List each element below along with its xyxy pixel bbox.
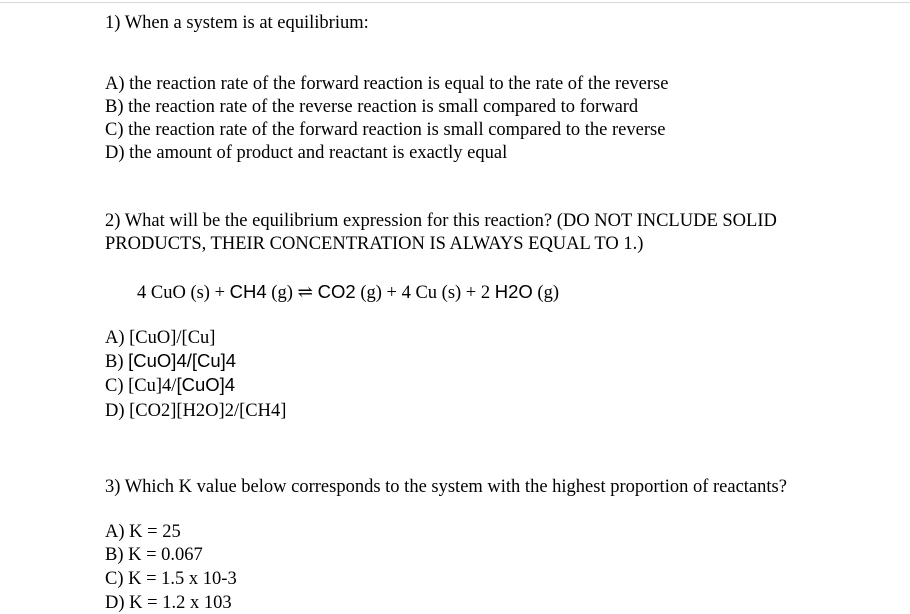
q2-option-a: A) [CuO]/[Cu] xyxy=(105,328,216,348)
q2-option-c-prefix: C) xyxy=(105,376,129,396)
equation-part4: (g) + 4 Cu (s) + 2 xyxy=(355,283,495,303)
equation-ch4: CH4 xyxy=(229,281,267,302)
q3-option-d: D) K = 1.2 x 103 xyxy=(105,593,232,613)
q3-option-b: B) K = 0.067 xyxy=(105,545,203,565)
q2-option-b xyxy=(105,350,236,373)
equation-part5: (g) xyxy=(532,283,559,303)
q2-option-c xyxy=(105,374,235,397)
q1-option-c: C) the reaction rate of the forward reaction is small compared to the reverse xyxy=(105,120,666,140)
equation-co2: CO2 xyxy=(317,281,356,302)
q3-option-c: C) K = 1.5 x 10-3 xyxy=(105,569,237,589)
reaction-equation xyxy=(137,281,559,304)
q2-option-c-part2: [CuO]4 xyxy=(176,374,236,395)
q1-question: 1) When a system is at equilibrium: xyxy=(105,13,369,33)
q2-option-b-prefix: B) xyxy=(105,352,129,372)
top-border xyxy=(0,2,910,3)
q2-question-line2: PRODUCTS, THEIR CONCENTRATION IS ALWAYS EQUAL TO 1.) xyxy=(105,234,644,254)
q3-option-a: A) K = 25 xyxy=(105,522,181,542)
equilibrium-arrow-icon: ⇌ xyxy=(297,283,314,303)
q2-option-d: D) [CO2][H2O]2/[CH4] xyxy=(105,401,287,421)
equation-h2o: H2O xyxy=(494,281,533,302)
q2-option-c-part1: [Cu]4/ xyxy=(128,376,177,396)
equation-part2: (g) xyxy=(266,283,298,303)
q1-option-b: B) the reaction rate of the reverse reaction is small compared to forward xyxy=(105,97,639,117)
q3-question: 3) Which K value below corresponds to the system with the highest proportion of reactants? xyxy=(105,477,787,497)
q2-option-b-expression: [CuO]4/[Cu]4 xyxy=(128,350,237,371)
equation-part1: 4 CuO (s) + xyxy=(137,283,230,303)
q2-question-line1: 2) What will be the equilibrium expression for this reaction? (DO NOT INCLUDE SOLID xyxy=(105,211,777,231)
q1-option-d: D) the amount of product and reactant is exactly equal xyxy=(105,143,508,163)
q1-option-a: A) the reaction rate of the forward reaction is equal to the rate of the reverse xyxy=(105,74,669,94)
